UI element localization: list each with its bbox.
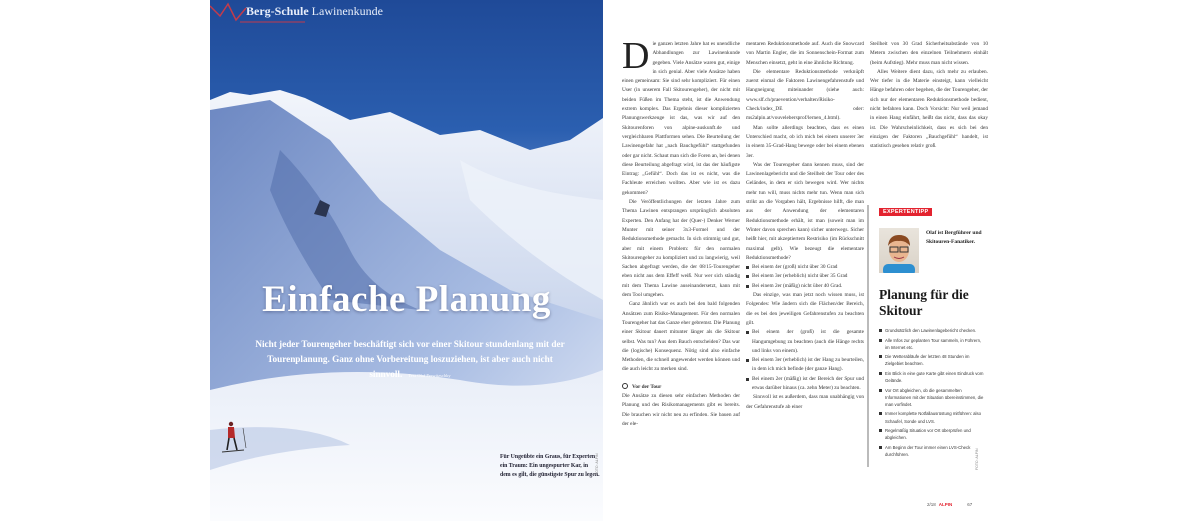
- article-column-3: [870, 40, 988, 152]
- page-number: 67: [967, 502, 973, 507]
- article-column-2: [746, 40, 864, 412]
- article-title: Einfache Planung: [262, 279, 551, 320]
- checklist-item: Vor Ort abgleichen, ob die gesammelten Informationen mit der Situation übereinstimmen, die man vorfindet.: [879, 387, 984, 408]
- paragraph: Die Ansätze zu diesen sehr einfachen Methoden der Planung und des Risikomanagements gibt es bereits. Die brauchen wir nicht neu zu erfinden. Sie bauen auf der ele-: [622, 392, 740, 427]
- lead-text: Nicht jeder Tourengeher beschäftigt sich vor einer Skitour stundenlang mit der Tourenplanung. Ganz ohne Vorbereitung loszuziehen, ist aber auch nicht sinnvoll.: [255, 339, 565, 379]
- subheading: [622, 383, 740, 392]
- list-item: Bei einem 4er (groß) nicht über 30 Grad: [746, 263, 864, 272]
- list-item: Bei einem 4er (groß) ist die gesamte Hangumgebung zu beachten (auch die Hänge rechts und links von einem).: [746, 328, 864, 356]
- photo-credit: FOTO: ALPIN: [595, 453, 599, 475]
- cover-photo-page: [210, 0, 603, 521]
- list-item: Bei einem 3er (erheblich) nicht über 35 Grad: [746, 272, 864, 281]
- paragraph: Sinnvoll ist es außerdem, dass man unabhängig von der Gefahrenstufe ab einer: [746, 394, 864, 410]
- paragraph: mentaren Reduktionsmethode auf. Auch die Snowcard von Martin Engler, die im Sonnenschein-Format zum Menschen einsetzt, geht in eine ähnliche Richtung.: [746, 41, 864, 66]
- author-bio: Olaf ist Bergführer und Skitouren-Fanatiker.: [926, 230, 982, 245]
- drop-cap: D: [622, 35, 650, 77]
- paragraph: Man sollte allerdings beachten, dass es einen Unterschied macht, ob ich mich bei einem unserer 3er in einem 35-Grad-Hang bewege oder bei einem ebenen 3er.: [746, 124, 864, 159]
- paragraph: Alles Weitere dient dazu, sich mehr zu erlauben. Wer tiefer in die Materie einsteigt, kann vielleicht Hänge befahren oder begehen, die der Tourengeher, der sich nur der elementaren Reduktionsmethode bedient, nicht befahren kann. Doch Vorsicht: Nur weil jemand in einen Hang einfährt, heißt das nicht, dass das okay ist. Die Wahrscheinlichkeit, dass es sich bei den einzigen der Faktoren „Bauchgefühl“ handelt, ist statistisch gesehen relativ groß.: [870, 68, 988, 150]
- magazine-brand: ALPIN: [938, 502, 953, 507]
- byline: Text Olaf Perwitzschky: [408, 373, 451, 378]
- checklist-item: Am Beginn der Tour immer einen LVS-Check durchführen.: [879, 444, 984, 458]
- expert-tip-box: [867, 205, 992, 467]
- paragraph: Das einzige, was man jetzt noch wissen muss, ist Folgendes: Wie ändern sich die Flächen/der Bereich, die es bei den jeweiligen Gefahrenstufen zu beachten gilt.: [746, 292, 864, 326]
- checklist-item: Ein Blick in eine gute Karte gibt einen Eindruck vom Gelände.: [879, 370, 984, 384]
- article-lead: [250, 337, 570, 383]
- list-item: Bei einem 2er (mäßig) nicht über 40 Grad.: [746, 282, 864, 291]
- page-footer: [927, 502, 972, 507]
- area-rule-list: [746, 328, 864, 393]
- checklist-item: Alle Infos zur geplanten Tour sammeln, in Führern, im Internet etc.: [879, 337, 984, 351]
- kicker-series: Berg-Schule: [246, 4, 309, 18]
- planning-checklist: [879, 327, 984, 461]
- checklist-item: Die Wetterabläufe der letzten 48 Stunden im Zielgebiet beachten.: [879, 353, 984, 367]
- article-column-1: [622, 35, 740, 429]
- list-item: Bei einem 3er (erheblich) ist der Hang zu beurteilen, in dem ich mich befinde (der ganze Hang).: [746, 356, 864, 375]
- checklist-item: Regelmäßig Situation vor Ort überprüfen und abgleichen.: [879, 427, 984, 441]
- section-kicker: [246, 4, 383, 19]
- sidebar-heading: Planung für die Skitour: [879, 287, 969, 318]
- paragraph: Was der Tourengeher dann kennen muss, sind der Lawinenlagebericht und die Steilheit der Tour oder des Geländes, in dem er sich bewegen wird. Wer nichts mehr tun will, muss nichts mehr tun. Wenn man sich strikt an die Vorgaben hält, Ergebnisse hilft, die man aus der Anwendung der elementaren Reduktionsmethode erhält, ist man (soweit man im Winter davon sprechen kann) sicher unterwegs. Sicher heißt hier, mit akzeptiertem Restrisiko (im Rückschnitt maximal gelb). Wie bezeugt die elementare Reduktionsmethode?: [746, 161, 864, 261]
- sidebar-photo-credit: FOTO: ALPIN: [975, 448, 979, 470]
- paragraph: ie ganzen letzten Jahre hat es unendliche Abhandlungen zur Lawinenkunde gegeben. Viele Ansätze waren gut, einige in sich genial. Aber viele Ansätze haben einen gemeinsam: Sie sind sehr kompliziert. Für einen User (in unserem Fall Skitourengeher), der nicht mit beiden Füßen im Thema steht, ist die Anwendung extrem komplex. Das Ergebnis dieser komplizierten Planungswerkzeuge ist das, was wir auf den Skitourenforen von alpine-auskunft.de und vergleichbaren Plattformen sehen. Die Beurteilung der Lawinengefahr hat „nach Bauchgefühl“ stattgefunden oder gar nicht. Schaut man sich die Foren an, bei denen diese Beurteilung abgefragt wird, ist das der häufigste Eintrag: „Gefühl“. Doch das ist es nicht, was die Fachleute erreichen wollten. Aber wie ist es dazu gekommen?: [622, 41, 740, 196]
- checklist-item: Grundsätzlich den Lawinenlagebericht checken.: [879, 327, 984, 334]
- issue-number: 2/18: [927, 502, 936, 507]
- paragraph: Die Veröffentlichungen der letzten Jahre zum Thema Lawinen entsprangen ursprünglich absoluten Experten. Den Anfang hat der (Quer-) Denker Werner Munter mit seiner 3x3-Formel und der Reduktionsmethode gemacht. In sich stimmig und gut, aber mit einem Problem: für den normalen Skitourengeher zu kompliziert und zu langwierig, weil Sachen abgefragt werden, die der 08/15-Tourengeher eben nicht aus dem Effeff weiß. Nur wer sich ständig mit dem Thema Lawine auseinandersetzt, kann mit dem Tool umgehen.: [622, 199, 740, 299]
- clock-icon: [622, 383, 628, 389]
- paragraph: Die elementare Reduktionsmethode verknüpft zuerst einmal die Faktoren Lawinengefahrenstufe und Hangneigung miteinander (siehe auch: www.slf.ch/praevention/verhalten/Risiko-Check/index_DE oder: ms2alpin.at/vouvelebersprof/lernen_4.html).: [746, 68, 864, 122]
- kicker-topic: Lawinenkunde: [311, 4, 383, 18]
- checklist-item: Immer komplette Notfallausrüstung mitführen: also Schaufel, Sonde und LVS.: [879, 410, 984, 424]
- photo-caption: Für Ungeübte ein Graus, für Experten ein Traum: Ein ungespurter Kar, in dem es gilt, die günstigste Spur zu legen.: [500, 454, 600, 478]
- author-portrait: [879, 228, 919, 273]
- expert-tip-badge: EXPERTENTIPP: [879, 208, 932, 216]
- slope-rule-list: [746, 263, 864, 291]
- snowy-mountain-photo: [210, 0, 603, 521]
- paragraph: Steilheit von 30 Grad Sicherheitsabstände von 10 Metern zwischen den einzelnen Teilnehmern einhält (beim Aufstieg). Mehr muss man nicht wissen.: [870, 41, 988, 66]
- subheading-text: Vor der Tour: [632, 383, 662, 390]
- logo-zigzag-icon: [210, 4, 246, 20]
- list-item: Bei einem 2er (mäßig) ist der Bereich der Spur und etwas darüber hinaus (ca. zehn Meter) zu beachten.: [746, 375, 864, 394]
- paragraph: Ganz ähnlich war es auch bei den bald folgenden Ansätzen zum Risiko-Management. Für den normalen Tourengeher hat das Ganze eher gebremst. Die Planung einer Skitour dauert mitunter länger als die Skitour selbst. Was tun? Aus dem Bauch entscheiden? Das war die (logische) Konsequenz. Nötig sind also einfache Methoden, die schnell angewendet werden können und die auch leicht zu merken sind.: [622, 301, 740, 373]
